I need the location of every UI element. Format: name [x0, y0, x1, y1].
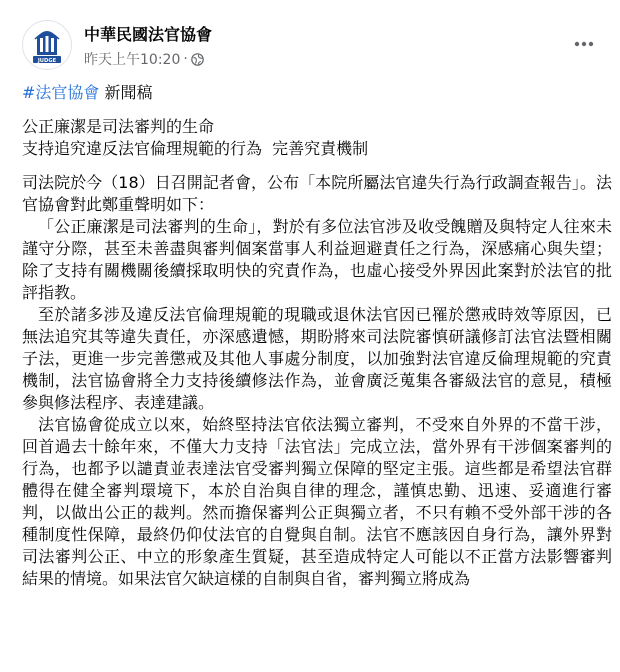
- hashtag-link[interactable]: #法官協會: [22, 83, 100, 102]
- headline-2: 支持追究違反法官倫理規範的行為 完善究責機制: [22, 139, 369, 158]
- more-options-icon: [574, 41, 594, 47]
- tag-suffix: 新聞稿: [99, 83, 153, 102]
- globe-icon[interactable]: [191, 53, 204, 66]
- post-body: [22, 82, 612, 590]
- paragraph-4: 法官協會從成立以來，始終堅持法官依法獨立審判，不受來自外界的不當干涉，回首過去十餘年來，不僅大力支持「法官法」完成立法，當外界有干涉個案審判的行為，也都予以譴責並表達法官受審判獨立保障的堅定主張。這些都是希望法官群體得在健全審判環境下，本於自治與自律的理念，謹慎忠勤、迅速、妥適進行審判，以做出公正的裁判。然而擔保審判公正與獨立者，不只有賴不受外部干涉的各種制度性保障，最終仍仰仗法官的自覺與自制。法官不應該因自身行為，讓外界對司法審判公正、中立的形象產生質疑，甚至造成特定人可能以不正當方法影響審判結果的情境。如果法官欠缺這樣的自制與自省，審判獨立將成為: [22, 415, 612, 588]
- paragraph-3: 至於諸多涉及違反法官倫理規範的現職或退休法官因已罹於懲戒時效等原因，已無法追究其等違失責任，亦深感遺憾，期盼將來司法院審慎研議修訂法官法暨相關子法，更進一步完善懲戒及其他人事處分制度，以加強對法官違反倫理規範的究責機制，法官協會將全力支持後續修法作為，並會廣泛蒐集各審級法官的意見，積極參與修法程序、表達建議。: [22, 305, 612, 412]
- post-timestamp[interactable]: 昨天上午10:20: [84, 52, 181, 68]
- post-header: [22, 20, 602, 72]
- headline-1: 公正廉潔是司法審判的生命: [22, 117, 215, 136]
- meta-separator: ·: [183, 51, 188, 67]
- page-name[interactable]: 中華民國法官協會: [84, 25, 213, 44]
- more-options-button[interactable]: [566, 26, 602, 62]
- logo-caption: JUDGE: [37, 57, 57, 64]
- paragraph-1: 司法院於今（18）日召開記者會，公布「本院所屬法官違失行為行政調查報告」。法官協會對此鄭重聲明如下：: [22, 173, 612, 214]
- page-avatar[interactable]: [22, 20, 72, 70]
- tag-line: [22, 82, 612, 104]
- paragraph-2: 「公正廉潔是司法審判的生命」，對於有多位法官涉及收受餽贈及與特定人往來未謹守分際，甚至未善盡與審判個案當事人利益迴避責任之行為，深感痛心與失望；除了支持有關機關後續採取明快的究責作為，也虛心接受外界因此案對於法官的批評指教。: [22, 217, 612, 302]
- judges-association-logo: [23, 21, 71, 69]
- post-meta: [84, 49, 204, 69]
